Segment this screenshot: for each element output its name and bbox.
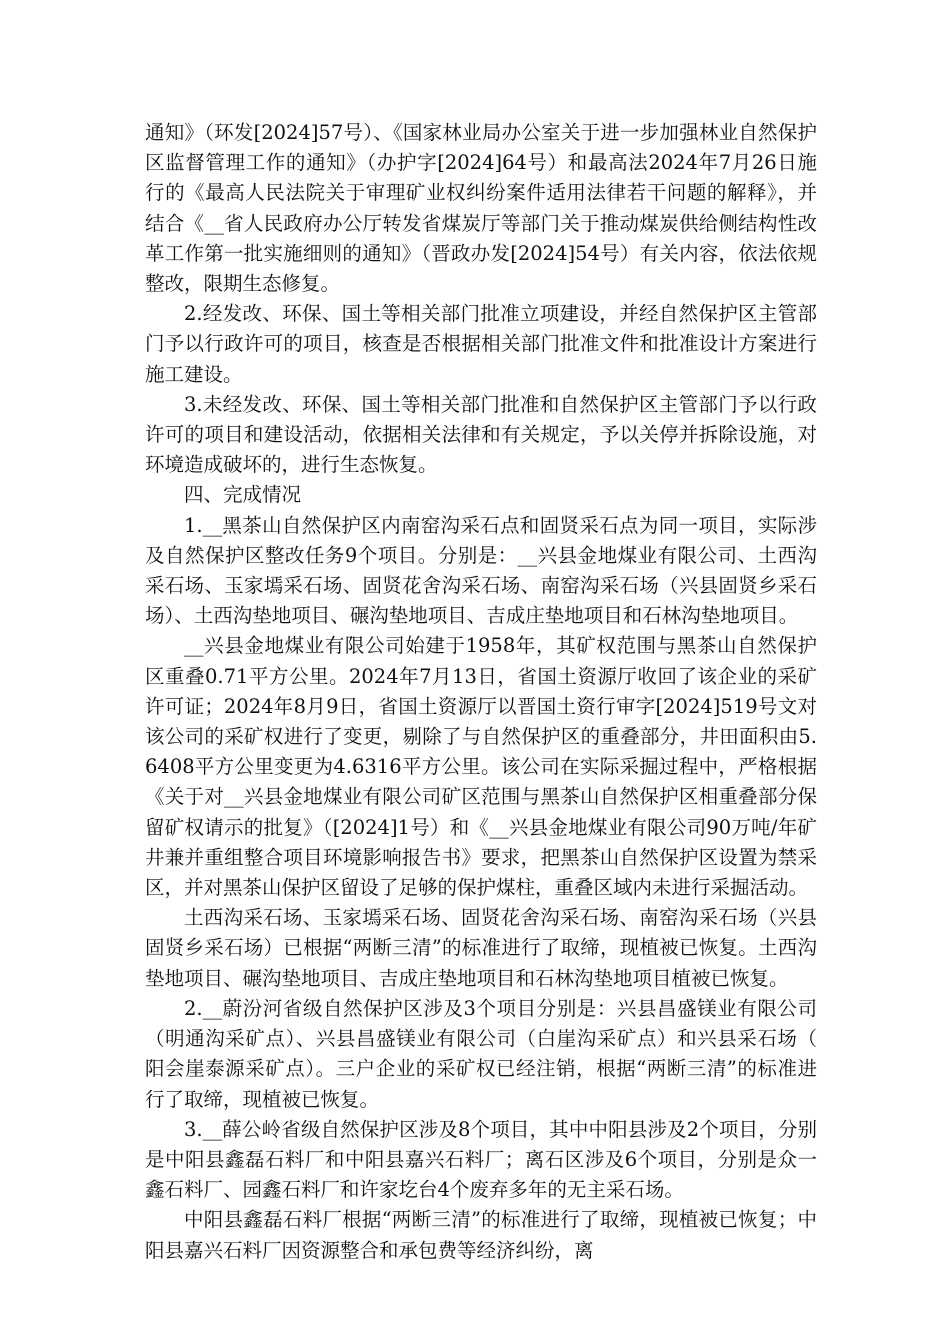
paragraph-weifenhe-reserve: 2.__蔚汾河省级自然保护区涉及3个项目分别是：兴县昌盛镁业有限公司（明通沟采矿点）、兴县昌盛镁业有限公司（白崖沟采矿点）和兴县采石场（阳会崖泰源采矿点）。三户企业的采矿权已经注销，根据“两断三清”的标准进行了取缔，现植被已恢复。 xyxy=(145,996,817,1111)
section-heading-completion: 四、完成情况 xyxy=(184,483,302,507)
paragraph-quarries-restored: 土西沟采石场、玉家墕采石场、固贤花舍沟采石场、南窑沟采石场（兴县固贤乡采石场）已根据“两断三清”的标准进行了取缔，现植被已恢复。土西沟垫地项目、碾沟垫地项目、吉成庄垫地项目和石林沟垫地项目植被已恢复。 xyxy=(145,906,817,990)
paragraph-item-3-unapproved-projects: 3.未经发改、环保、国土等相关部门批准和自然保护区主管部门予以行政许可的项目和建设活动，依据相关法律和有关规定，予以关停并拆除设施，对环境造成破坏的，进行生态恢复。 xyxy=(145,392,817,477)
paragraph-item-2-approved-projects: 2.经发改、环保、国土等相关部门批准立项建设，并经自然保护区主管部门予以行政许可的项目，核查是否根据相关部门批准文件和批准设计方案进行施工建设。 xyxy=(145,302,817,386)
document-body xyxy=(145,118,817,1266)
paragraph-xuegongling-reserve: 3.__薛公岭省级自然保护区涉及8个项目，其中中阳县涉及2个项目，分别是中阳县鑫磊石料厂和中阳县嘉兴石料厂；离石区涉及6个项目，分别是众一鑫石料厂、园鑫石料厂和许家圪台4个废弃多年的无主采石场。 xyxy=(145,1117,817,1202)
paragraph-heichashan-reserve: 1.__黑茶山自然保护区内南窑沟采石点和固贤采石点为同一项目，实际涉及自然保护区整改任务9个项目。分别是：__兴县金地煤业有限公司、土西沟采石场、玉家墕采石场、固贤花舍沟采石场、南窑沟采石场（兴县固贤乡采石场）、土西沟垫地项目、碾沟垫地项目、吉成庄垫地项目和石林沟垫地项目。 xyxy=(145,513,817,628)
paragraph-xinlei-quarry: 中阳县鑫磊石料厂根据“两断三清”的标准进行了取缔，现植被已恢复；中阳县嘉兴石料厂因资源整合和承包费等经济纠纷，离 xyxy=(145,1208,817,1262)
paragraph-jindi-coal: __兴县金地煤业有限公司始建于1958年，其矿权范围与黑茶山自然保护区重叠0.71平方公里。2024年7月13日，省国土资源厅收回了该企业的采矿许可证；2024年8月9日，省国土资源厅以晋国土资行审字[2024]519号文对该公司的采矿权进行了变更，剔除了与自然保护区的重叠部分，井田面积由5.6408平方公里变更为4.6316平方公里。该公司在实际采掘过程中，严格根据《关于对__兴县金地煤业有限公司矿区范围与黑茶山自然保护区相重叠部分保留矿权请示的批复》（[2024]1号）和《__兴县金地煤业有限公司90万吨/年矿井兼并重组整合项目环境影响报告书》要求，把黑茶山自然保护区设置为禁采区，并对黑茶山保护区留设了足够的保护煤柱，重叠区域内未进行采掘活动。 xyxy=(145,634,817,900)
paragraph-notice-citation: 通知》（环发[2024]57号）、《国家林业局办公室关于进一步加强林业自然保护区监督管理工作的通知》（办护字[2024]64号）和最高法2024年7月26日施行的《最高人民法院关于审理矿业权纠纷案件适用法律若干问题的解释》，并结合《__省人民政府办公厅转发省煤炭厅等部门关于推动煤炭供给侧结构性改革工作第一批实施细则的通知》（晋政办发[2024]54号）有关内容，依法依规整改，限期生态修复。 xyxy=(145,121,817,296)
